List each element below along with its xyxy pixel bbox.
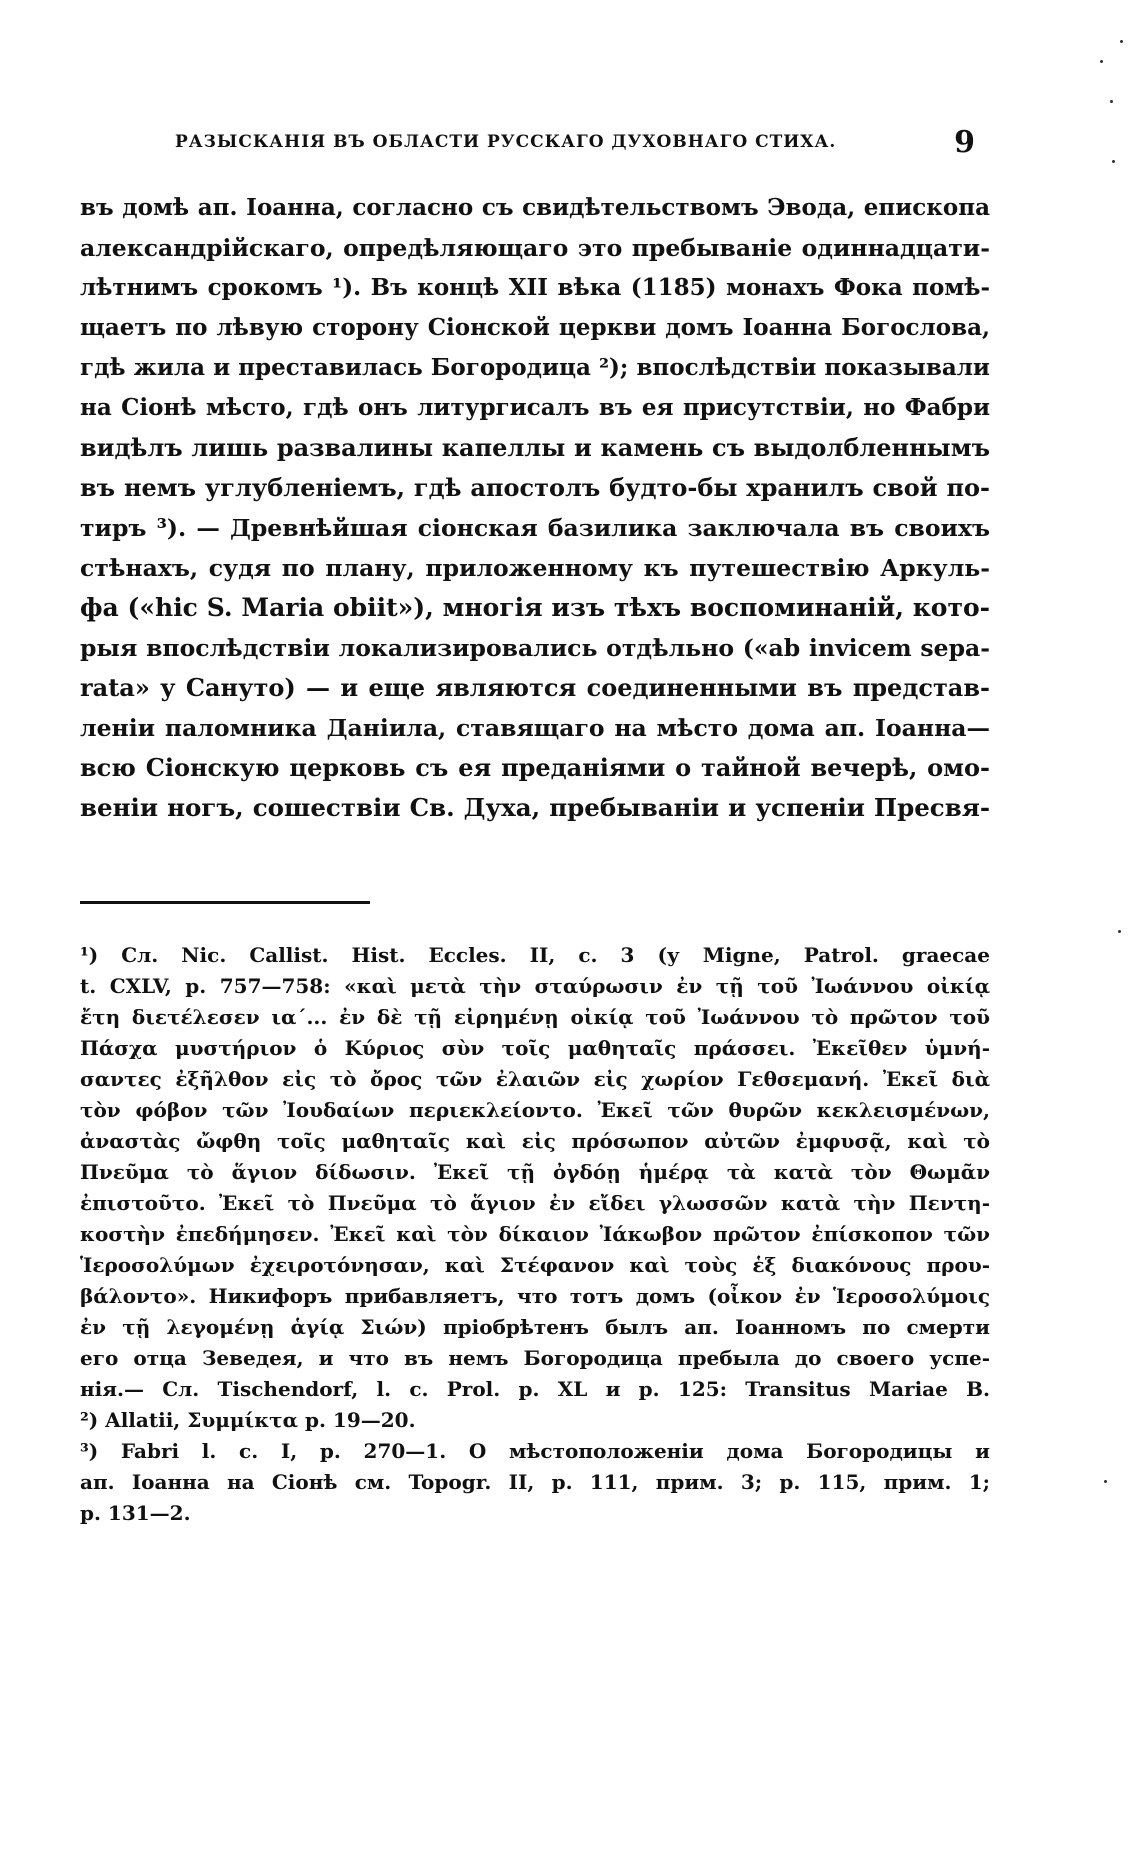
main-text-line: леніи паломника Даніила, ставящаго на мѣсто дома ап. Іоанна— bbox=[80, 714, 990, 742]
scan-speck bbox=[1120, 40, 1123, 43]
footnote-line: ²) Allatii, Συμμίκτα p. 19—20. bbox=[80, 1408, 416, 1432]
main-text-line: гдѣ жила и преставилась Богородица ²); впослѣдствіи показывали bbox=[80, 354, 990, 381]
footnote-line: ап. Іоанна на Сіонѣ см. Topogr. II, p. 111, прим. 3; p. 115, прим. 1; bbox=[80, 1470, 990, 1494]
main-text bbox=[80, 188, 990, 828]
footnote-line: κοστὴν ἐπεδήμησεν. Ἐκεῖ καὶ τὸν δίκαιον Ἰάκωβον πρῶτον ἐπίσκοπον τῶν bbox=[80, 1222, 990, 1246]
main-text-line: стѣнахъ, судя по плану, приложенному къ путешествію Аркуль- bbox=[80, 554, 990, 582]
footnote-line: ³) Fabri l. c. I, p. 270—1. О мѣстоположеніи дома Богородицы и bbox=[80, 1439, 990, 1463]
main-text-line: рыя впослѣдствіи локализировались отдѣльно («ab invicem sepa- bbox=[80, 634, 990, 662]
main-text-line: лѣтнимъ срокомъ ¹). Въ концѣ XII вѣка (1185) монахъ Фока помѣ- bbox=[80, 274, 990, 301]
main-text-line: александрійскаго, опредѣляющаго это пребываніе одиннадцати- bbox=[80, 234, 990, 262]
main-text-line: фа («hic S. Maria obiit»), многія изъ тѣхъ воспоминаній, кото- bbox=[80, 593, 990, 622]
footnote-line: βάλοντο». Никифоръ прибавляетъ, что тотъ домъ (οἶκον ἐν Ἱεροσολύμοις bbox=[80, 1284, 990, 1308]
scan-speck bbox=[1112, 160, 1115, 163]
main-text-line: въ немъ углубленіемъ, гдѣ апостолъ будто-бы хранилъ свой по- bbox=[80, 473, 990, 502]
scan-speck bbox=[1100, 60, 1103, 63]
footnote-line: ἐπιστοῦτο. Ἐκεῖ τὸ Πνεῦμα τὸ ἅγιον ἐν εἴδει γλωσσῶν κατὰ τὴν Πεντη- bbox=[80, 1191, 990, 1215]
footnote-line: τὸν φόβον τῶν Ἰουδαίων περιεκλείοντο. Ἐκεῖ τῶν θυρῶν κεκλεισμένων, bbox=[80, 1098, 990, 1122]
running-head: РАЗЫСКАНІЯ ВЪ ОБЛАСТИ РУССКАГО ДУХОВНАГО СТИХА. bbox=[175, 132, 837, 152]
main-text-line: тиръ ³). — Древнѣйшая сіонская базилика заключала въ своихъ bbox=[80, 514, 990, 542]
footnote-line: Πάσχα μυστήριον ὁ Κύριος σὺν τοῖς μαθηταῖς πράσσει. Ἐκεῖθεν ὑμνή- bbox=[80, 1036, 990, 1060]
scan-speck bbox=[1110, 100, 1113, 103]
footnote-line: Πνεῦμα τὸ ἅγιον δίδωσιν. Ἐκεῖ τῇ ὀγδόῃ ἡμέρᾳ τὰ κατὰ τὸν Θωμᾶν bbox=[80, 1160, 990, 1184]
main-text-line: въ домѣ ап. Іоанна, согласно съ свидѣтельствомъ Эвода, епископа bbox=[80, 194, 990, 221]
main-text-line: на Сіонѣ мѣсто, гдѣ онъ литургисалъ въ ея присутствіи, но Фабри bbox=[80, 394, 990, 421]
footnote-line: Ἱεροσολύμων ἐχειροτόνησαν, καὶ Στέφανον καὶ τοὺς ἑξ διακόνους πρου- bbox=[80, 1253, 990, 1277]
footnote-line: его отца Зеведея, и что въ немъ Богородица пребыла до своего успе- bbox=[80, 1346, 990, 1370]
footnote-line: σαντες ἐξῆλθον εἰς τὸ ὄρος τῶν ἐλαιῶν εἰς χωρίον Γεθσεμανή. Ἐκεῖ διὰ bbox=[80, 1067, 990, 1091]
footnote-line: ἀναστὰς ὤφθη τοῖς μαθηταῖς καὶ εἰς πρόσωπον αὐτῶν ἐμφυσᾷ, καὶ τὸ bbox=[80, 1129, 990, 1153]
scan-speck bbox=[1104, 1480, 1107, 1483]
footnote-separator bbox=[80, 901, 370, 904]
footnotes bbox=[80, 940, 990, 1529]
footnote-line: ἔτη διετέλεσεν ια΄... ἐν δὲ τῇ εἰρημένῃ οἰκίᾳ τοῦ Ἰωάννου τὸ πρῶτον τοῦ bbox=[80, 1005, 990, 1029]
footnote-line: t. CXLV, p. 757—758: «καὶ μετὰ τὴν σταύρωσιν ἐν τῇ τοῦ Ἰωάννου οἰκίᾳ bbox=[80, 974, 990, 998]
main-text-line: rata» у Сануто) — и еще являются соединенными въ представ- bbox=[80, 673, 990, 702]
main-text-line: всю Сіонскую церковь съ ея преданіями о тайной вечерѣ, омо- bbox=[80, 753, 990, 782]
footnote-line: p. 131—2. bbox=[80, 1501, 191, 1525]
main-text-line: видѣлъ лишь развалины капеллы и камень съ выдолбленнымъ bbox=[80, 433, 990, 462]
page-header bbox=[175, 122, 975, 162]
footnote-line: ἐν τῇ λεγομένῃ ἁγίᾳ Σιών) пріобрѣтенъ былъ ап. Іоанномъ по смерти bbox=[80, 1315, 990, 1339]
main-text-line: веніи ногъ, сошествіи Св. Духа, пребываніи и успеніи Пресвя- bbox=[80, 793, 990, 822]
page-number: 9 bbox=[954, 124, 975, 160]
main-text-line: щаетъ по лѣвую сторону Сіонской церкви домъ Іоанна Богослова, bbox=[80, 314, 990, 341]
footnote-line: нія.— Cл. Tischendorf, l. c. Prol. p. XL и p. 125: Transitus Mariae B. bbox=[80, 1377, 990, 1401]
footnote-line: ¹) Cл. Nic. Callist. Hist. Eccles. II, c. 3 (у Migne, Patrol. graecae bbox=[80, 943, 990, 967]
scan-speck bbox=[1118, 930, 1121, 933]
